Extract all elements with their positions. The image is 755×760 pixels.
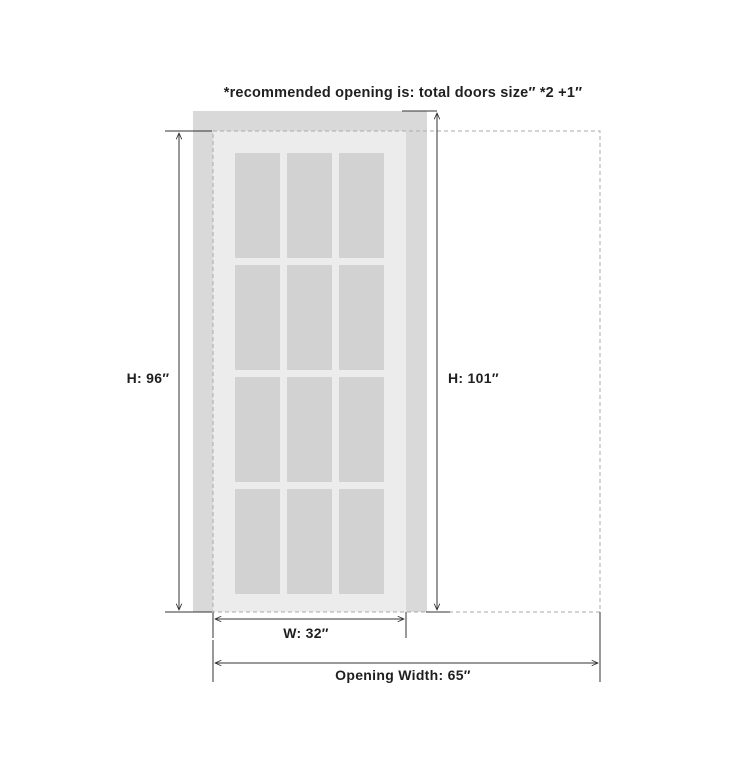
glass-pane [287,153,332,258]
glass-pane [235,377,280,482]
door-width-label: W: 32″ [283,625,329,641]
opening-width-label: Opening Width: 65″ [335,667,471,683]
glass-pane [235,489,280,594]
door-height-label: H: 96″ [126,370,170,386]
glass-pane [235,153,280,258]
glass-pane [287,377,332,482]
glass-pane [339,153,384,258]
glass-pane [287,265,332,370]
glass-pane [287,489,332,594]
glass-pane [339,265,384,370]
recommended-opening-note: *recommended opening is: total doors size″ *2 +1″ [223,85,583,101]
glass-pane [339,377,384,482]
glass-pane [235,265,280,370]
opening-height-label: H: 101″ [448,370,499,386]
glass-pane [339,489,384,594]
